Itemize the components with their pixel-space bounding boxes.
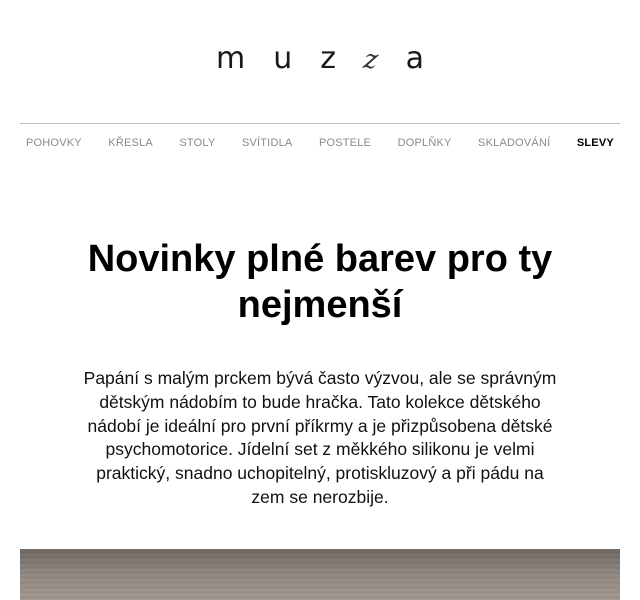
intro-paragraph: Papání s malým prckem bývá často výzvou, ale se správným dětským nádobím to bude hračka. Tato kolekce dětského nádobí je ideální pro první příkrmy a je přizpůsobena dětské psychomotorice. Jídelní set z měkkého silikonu je velmi praktický, snadno uchopitelný, protiskluzový a při pádu na zem se nerozbije.	[83, 368, 557, 507]
hero-image[interactable]	[20, 549, 620, 600]
nav-item-stoly[interactable]: STOLY	[179, 137, 216, 149]
brand-logo[interactable]	[0, 42, 640, 77]
nav-item-slevy[interactable]: SLEVY	[576, 137, 614, 149]
nav-item-kresla[interactable]: KŘESLA	[108, 137, 153, 149]
logo-letter-script: z	[361, 45, 381, 75]
logo-letter: m	[215, 41, 246, 76]
logo-letter: a	[405, 41, 425, 76]
logo-letter: u	[273, 41, 293, 76]
page-headline: Novinky plné barev pro ty nejmenší	[87, 238, 553, 326]
nav-item-svitidla[interactable]: SVÍTIDLA	[241, 137, 293, 149]
nav-item-skladovani[interactable]: SKLADOVÁNÍ	[478, 137, 551, 149]
nav-item-pohovky[interactable]: POHOVKY	[26, 137, 82, 149]
category-nav	[20, 136, 620, 150]
nav-item-doplnky[interactable]: DOPLŇKY	[397, 137, 452, 149]
nav-item-postele[interactable]: POSTELE	[318, 137, 372, 149]
logo-letter: z	[320, 41, 336, 76]
nav-divider	[20, 123, 620, 124]
